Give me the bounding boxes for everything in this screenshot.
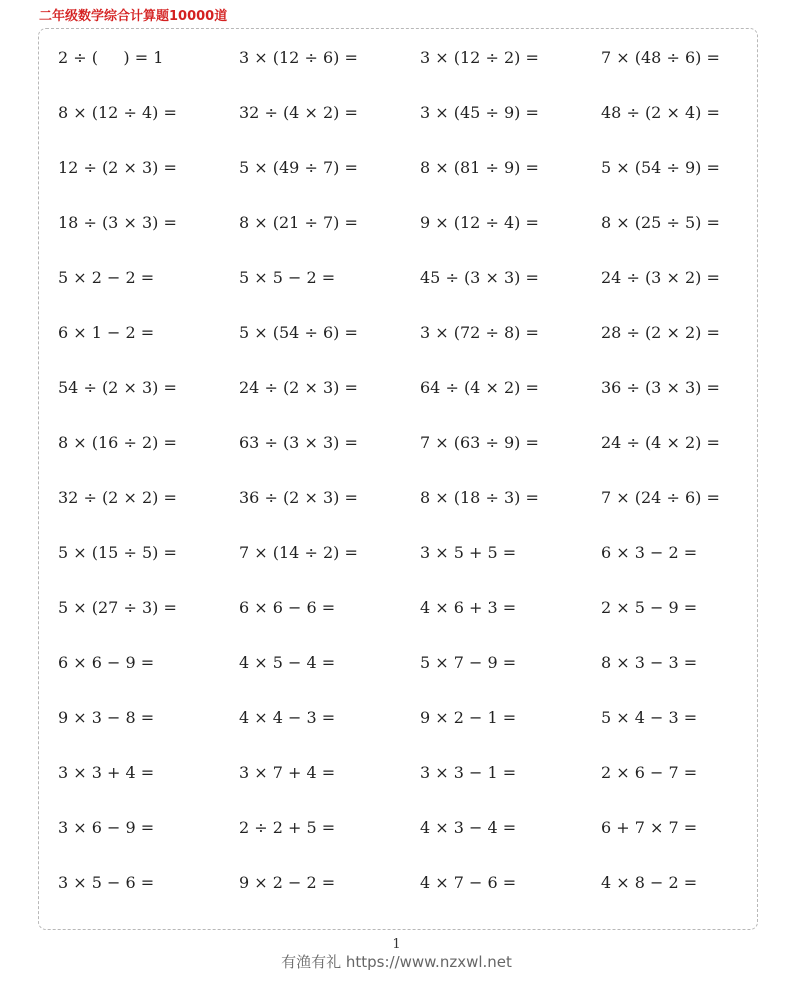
problem-item: 9 × 2 − 2 = [239,873,336,892]
problem-item: 32 ÷ (4 × 2) = [239,103,358,122]
problem-item: 5 × (49 ÷ 7) = [239,158,358,177]
problem-item: 2 ÷ 2 + 5 = [239,818,336,837]
problem-item: 5 × (27 ÷ 3) = [58,598,177,617]
problem-item: 7 × (63 ÷ 9) = [420,433,539,452]
problem-item: 36 ÷ (3 × 3) = [601,378,720,397]
problem-item: 8 × (16 ÷ 2) = [58,433,177,452]
page-number: 1 [392,937,401,952]
problem-item: 24 ÷ (2 × 3) = [239,378,358,397]
problem-item: 7 × (24 ÷ 6) = [601,488,720,507]
problem-item: 8 × 3 − 3 = [601,653,698,672]
problem-item: 2 × 5 − 9 = [601,598,698,617]
problem-item: 3 × (45 ÷ 9) = [420,103,539,122]
problem-item: 5 × (54 ÷ 9) = [601,158,720,177]
problem-item: 6 × 6 − 9 = [58,653,155,672]
problem-item: 6 × 3 − 2 = [601,543,698,562]
problem-item: 36 ÷ (2 × 3) = [239,488,358,507]
problem-item: 3 × 6 − 9 = [58,818,155,837]
problem-item: 8 × (18 ÷ 3) = [420,488,539,507]
problem-item: 9 × 2 − 1 = [420,708,517,727]
problem-item: 3 × 3 − 1 = [420,763,517,782]
problem-item: 54 ÷ (2 × 3) = [58,378,177,397]
problem-item: 3 × 3 + 4 = [58,763,155,782]
problem-item: 6 × 1 − 2 = [58,323,155,342]
problem-item: 18 ÷ (3 × 3) = [58,213,177,232]
problem-item: 3 × (72 ÷ 8) = [420,323,539,342]
problem-item: 5 × 7 − 9 = [420,653,517,672]
problem-item: 7 × (48 ÷ 6) = [601,48,720,67]
problem-item: 4 × 7 − 6 = [420,873,517,892]
problem-item: 32 ÷ (2 × 2) = [58,488,177,507]
problem-item: 9 × (12 ÷ 4) = [420,213,539,232]
problem-item: 24 ÷ (4 × 2) = [601,433,720,452]
problem-item: 3 × 5 − 6 = [58,873,155,892]
problem-item: 8 × (25 ÷ 5) = [601,213,720,232]
watermark-text: 有渔有礼 https://www.nzxwl.net [281,953,512,971]
problem-item: 3 × (12 ÷ 2) = [420,48,539,67]
problem-item: 45 ÷ (3 × 3) = [420,268,539,287]
problem-item: 5 × (15 ÷ 5) = [58,543,177,562]
problem-item: 4 × 6 + 3 = [420,598,517,617]
problem-item: 6 × 6 − 6 = [239,598,336,617]
problem-item: 5 × 4 − 3 = [601,708,698,727]
problem-item: 64 ÷ (4 × 2) = [420,378,539,397]
problem-item: 5 × (54 ÷ 6) = [239,323,358,342]
problem-item: 7 × (14 ÷ 2) = [239,543,358,562]
problem-item: 24 ÷ (3 × 2) = [601,268,720,287]
problem-item: 4 × 4 − 3 = [239,708,336,727]
problem-item: 4 × 8 − 2 = [601,873,698,892]
problem-item: 3 × (12 ÷ 6) = [239,48,358,67]
problem-item: 3 × 5 + 5 = [420,543,517,562]
problem-item: 8 × (81 ÷ 9) = [420,158,539,177]
problem-item: 2 ÷ ( ) = 1 [58,48,164,67]
problem-item: 4 × 3 − 4 = [420,818,517,837]
problem-item: 12 ÷ (2 × 3) = [58,158,177,177]
document-title: 二年级数学综合计算题10000道 [39,9,228,24]
problem-item: 6 + 7 × 7 = [601,818,698,837]
problem-item: 3 × 7 + 4 = [239,763,336,782]
problem-item: 4 × 5 − 4 = [239,653,336,672]
problem-item: 5 × 2 − 2 = [58,268,155,287]
problem-item: 63 ÷ (3 × 3) = [239,433,358,452]
problem-item: 48 ÷ (2 × 4) = [601,103,720,122]
problem-item: 9 × 3 − 8 = [58,708,155,727]
problem-item: 8 × (21 ÷ 7) = [239,213,358,232]
problem-grid [58,30,778,910]
problem-item: 28 ÷ (2 × 2) = [601,323,720,342]
problem-item: 8 × (12 ÷ 4) = [58,103,177,122]
problem-item: 2 × 6 − 7 = [601,763,698,782]
problem-item: 5 × 5 − 2 = [239,268,336,287]
